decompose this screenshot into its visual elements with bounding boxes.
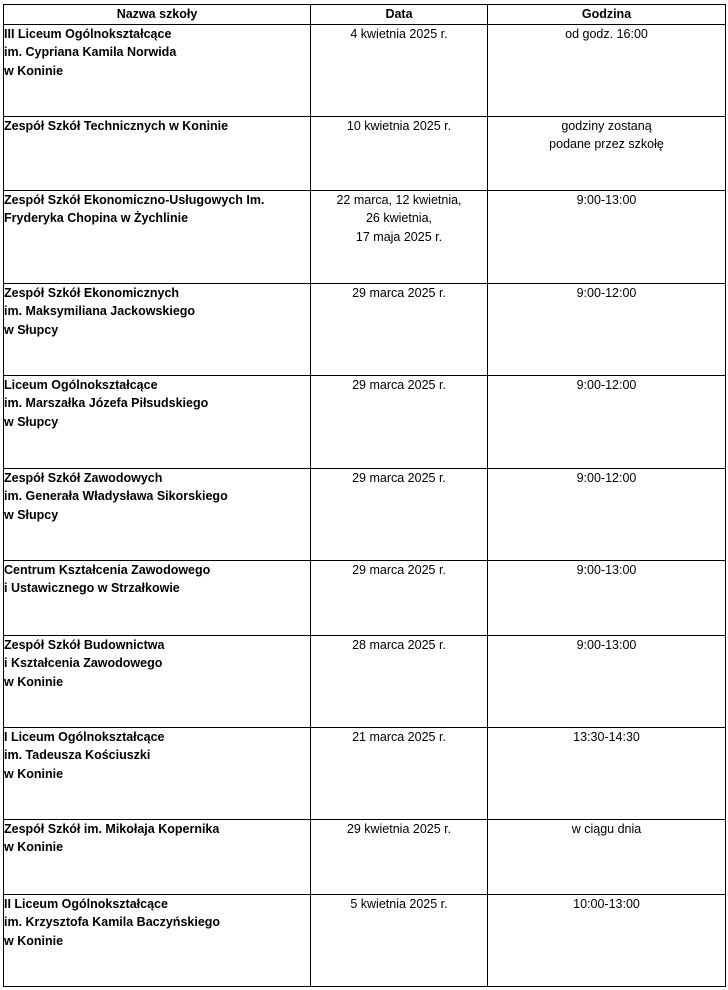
date-line: 29 marca 2025 r.	[352, 285, 446, 300]
hour-line: w ciągu dnia	[571, 821, 642, 836]
date-cell	[311, 116, 488, 190]
school-name-cell	[4, 635, 311, 727]
name-line: w Koninie	[4, 933, 64, 948]
table-row	[4, 727, 726, 819]
school-name-cell	[4, 375, 311, 468]
date-line: 26 kwietnia,	[365, 211, 432, 225]
school-name-cell	[4, 560, 311, 635]
school-name-cell	[4, 894, 311, 986]
hour-line: 9:00-13:00	[576, 192, 637, 207]
name-line: im. Marszałka Józefa Piłsudskiego	[4, 396, 209, 410]
header-hour: Godzina	[488, 5, 726, 25]
date-cell	[311, 375, 488, 468]
school-name-cell	[4, 727, 311, 819]
date-line: 29 marca 2025 r.	[352, 562, 446, 577]
name-line: w Słupcy	[4, 414, 59, 429]
table-row	[4, 635, 726, 727]
hour-line: podane przez szkołę	[549, 137, 664, 151]
hour-cell	[488, 560, 726, 635]
date-line: 22 marca, 12 kwietnia,	[336, 192, 462, 207]
date-line: 29 marca 2025 r.	[352, 377, 446, 392]
name-line: Zespół Szkół im. Mikołaja Kopernika	[4, 821, 220, 836]
hour-cell	[488, 190, 726, 283]
table-row	[4, 560, 726, 635]
school-name-cell	[4, 819, 311, 894]
date-cell	[311, 635, 488, 727]
table-row	[4, 375, 726, 468]
name-line: Zespół Szkół Ekonomiczno-Usługowych Im.	[4, 192, 265, 207]
hour-cell	[488, 468, 726, 560]
name-line: im. Maksymiliana Jackowskiego	[4, 304, 196, 318]
name-line: III Liceum Ogólnokształcące	[4, 26, 172, 41]
name-line: im. Krzysztofa Kamila Baczyńskiego	[4, 915, 221, 929]
hour-line: 9:00-12:00	[576, 285, 637, 300]
school-name-cell	[4, 116, 311, 190]
table-row	[4, 894, 726, 986]
hour-line: 9:00-12:00	[576, 470, 637, 485]
name-line: i Kształcenia Zawodowego	[4, 656, 163, 670]
name-line: im. Generała Władysława Sikorskiego	[4, 489, 228, 503]
date-cell	[311, 283, 488, 375]
hour-line: 9:00-13:00	[576, 637, 637, 652]
table-row	[4, 819, 726, 894]
name-line: im. Cypriana Kamila Norwida	[4, 45, 177, 59]
hour-line: od godz. 16:00	[565, 26, 648, 41]
table-row	[4, 190, 726, 283]
name-line: Fryderyka Chopina w Żychlinie	[4, 211, 189, 225]
date-line: 4 kwietnia 2025 r.	[350, 26, 448, 41]
hour-cell	[488, 283, 726, 375]
hour-cell	[488, 727, 726, 819]
date-cell	[311, 190, 488, 283]
date-line: 5 kwietnia 2025 r.	[350, 896, 448, 911]
date-cell	[311, 468, 488, 560]
school-name-cell	[4, 190, 311, 283]
date-line: 29 marca 2025 r.	[352, 470, 446, 485]
date-line: 21 marca 2025 r.	[352, 729, 446, 744]
hour-cell	[488, 894, 726, 986]
hour-line: godziny zostaną	[561, 118, 652, 133]
name-line: II Liceum Ogólnokształcące	[4, 896, 168, 911]
header-row	[4, 5, 726, 25]
table-row	[4, 24, 726, 116]
table-row	[4, 283, 726, 375]
date-cell	[311, 894, 488, 986]
hour-cell	[488, 375, 726, 468]
name-line: Centrum Kształcenia Zawodowego	[4, 562, 211, 577]
table-row	[4, 468, 726, 560]
header-date: Data	[311, 5, 488, 25]
name-line: Zespół Szkół Zawodowych	[4, 470, 163, 485]
date-line: 17 maja 2025 r.	[355, 229, 443, 244]
name-line: Zespół Szkół Ekonomicznych	[4, 285, 180, 300]
date-line: 29 kwietnia 2025 r.	[346, 821, 452, 836]
name-line: Zespół Szkół Budownictwa	[4, 637, 165, 652]
hour-cell	[488, 635, 726, 727]
schedule-table	[3, 4, 726, 987]
hour-cell	[488, 116, 726, 190]
date-cell	[311, 24, 488, 116]
hour-cell	[488, 819, 726, 894]
date-cell	[311, 727, 488, 819]
header-school-name: Nazwa szkoły	[4, 5, 311, 25]
name-line: w Koninie	[4, 63, 64, 78]
school-name-cell	[4, 24, 311, 116]
hour-cell	[488, 24, 726, 116]
name-line: Zespół Szkół Technicznych w Koninie	[4, 118, 229, 133]
hour-line: 9:00-12:00	[576, 377, 637, 392]
name-line: w Koninie	[4, 766, 64, 781]
name-line: Liceum Ogólnokształcące	[4, 377, 158, 392]
hour-line: 9:00-13:00	[576, 562, 637, 577]
name-line: w Słupcy	[4, 507, 59, 522]
date-line: 28 marca 2025 r.	[352, 637, 446, 652]
table-row	[4, 116, 726, 190]
date-cell	[311, 560, 488, 635]
name-line: w Koninie	[4, 674, 64, 689]
name-line: w Koninie	[4, 840, 64, 854]
date-line: 10 kwietnia 2025 r.	[346, 118, 452, 133]
hour-line: 10:00-13:00	[573, 896, 640, 911]
school-name-cell	[4, 283, 311, 375]
name-line: im. Tadeusza Kościuszki	[4, 748, 151, 762]
name-line: i Ustawicznego w Strzałkowie	[4, 581, 180, 595]
name-line: I Liceum Ogólnokształcące	[4, 729, 165, 744]
school-name-cell	[4, 468, 311, 560]
name-line: w Słupcy	[4, 322, 59, 337]
hour-line: 13:30-14:30	[573, 729, 640, 744]
date-cell	[311, 819, 488, 894]
